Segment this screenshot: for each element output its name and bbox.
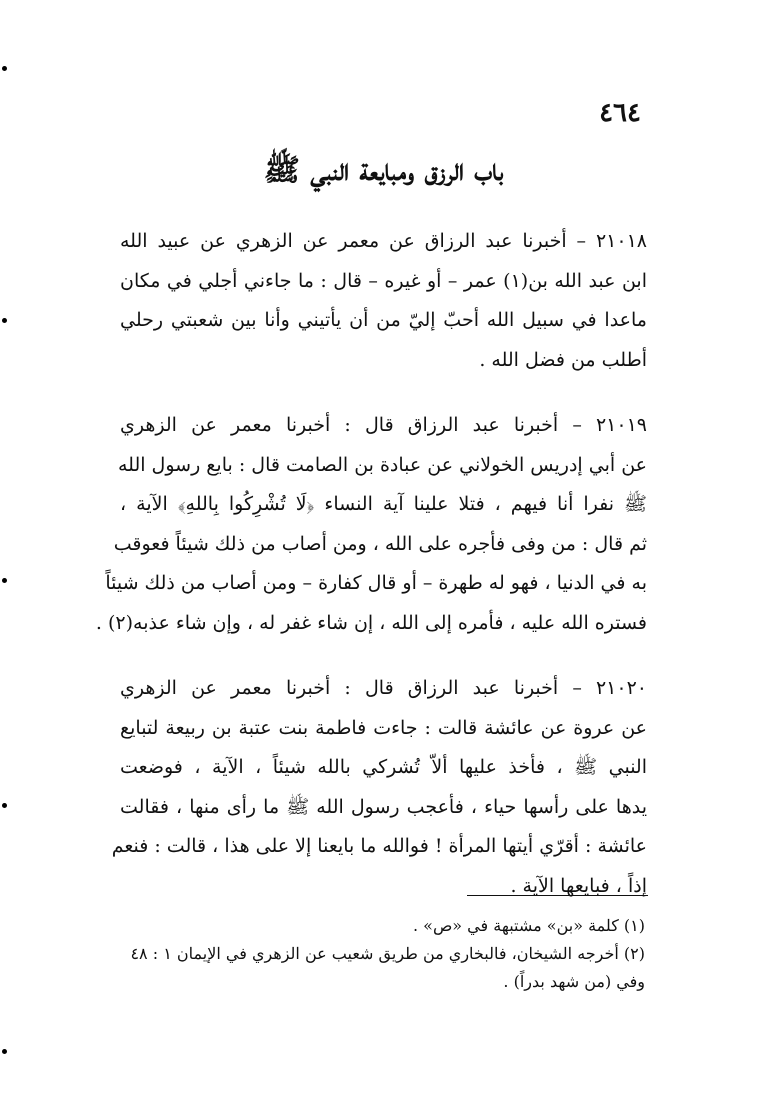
footnote-2-continued: وفي (من شهد بدراً) . [503,972,645,991]
margin-dot [2,1049,7,1054]
text-line: ٢١٠٢٠ – أخبرنا عبد الرزاق قال : أخبرنا معمر عن الزهري [120,677,647,699]
margin-dot [2,578,7,583]
text-line: إذاً ، فبايعها الآية . [510,874,647,897]
margin-dot [2,66,7,71]
text-line: عائشة : أقرّي أيتها المرأة ! فوالله ما بايعنا إلا على هذا ، قالت : فنعم [111,835,647,857]
text-line: ٢١٠١٩ – أخبرنا عبد الرزاق قال : أخبرنا معمر عن الزهري [120,414,647,436]
text-line: ماعدا في سبيل الله أحبّ إليّ من أن يأتيني وأنا بين شعبتي رحلي [120,309,647,331]
chapter-title: باب الرزق ومبايعة النبي ﷺ [263,153,504,188]
footnote-divider [467,895,648,896]
text-line: أطلب من فضل الله . [479,348,647,371]
text-line: فستره الله عليه ، فأمره إلى الله ، إن شاء غفر له ، وإن شاء عذبه(٢) . [95,611,647,634]
text-line: يدها على رأسها حياء ، فأعجب رسول الله ﷺ ما رأى منها ، فقالت [120,795,647,818]
main-text [95,222,647,932]
margin-dot [2,318,7,323]
footnote-2: (٢) أخرجه الشيخان، فالبخاري من طريق شعيب عن الزهري في الإيمان ١ : ٤٨ [130,944,645,963]
hadith-21018 [120,222,647,380]
text-line: ٢١٠١٨ – أخبرنا عبد الرزاق عن معمر عن الزهري عن عبيد الله [120,230,647,252]
hadith-21020 [111,669,647,906]
text-line: ثم قال : من وفى فأجره على الله ، ومن أصاب من ذلك شيئاً فعوقب [113,532,647,555]
page-number: ٤٦٤ [599,98,641,128]
footnote-1: (١) كلمة «بن» مشتبهة في «ص» . [413,916,645,935]
margin-dot [2,803,7,808]
text-line: عن عروة عن عائشة قالت : جاءت فاطمة بنت عتبة بن ربيعة لتبايع [120,716,647,739]
text-line: ابن عبد الله بن(١) عمر – أو غيره – قال : ما جاءني أجلي في مكان [120,269,647,292]
footnotes [120,912,645,996]
hadith-21019 [95,406,647,643]
text-line: به في الدنيا ، فهو له طهرة – أو قال كفارة – ومن أصاب من ذلك شيئاً [105,572,647,594]
text-line: عن أبي إدريس الخولاني عن عبادة بن الصامت قال : بايع رسول الله [117,453,647,476]
text-line: النبي ﷺ ، فأخذ عليها ألاّ تُشركي بالله شيئاً ، الآية ، فوضعت [120,756,647,778]
text-line: ﷺ نفرا أنا فيهم ، فتلا علينا آية النساء ﴿لَا تُشْرِكُوا بِاللهِ﴾ الآية ، [120,493,647,515]
